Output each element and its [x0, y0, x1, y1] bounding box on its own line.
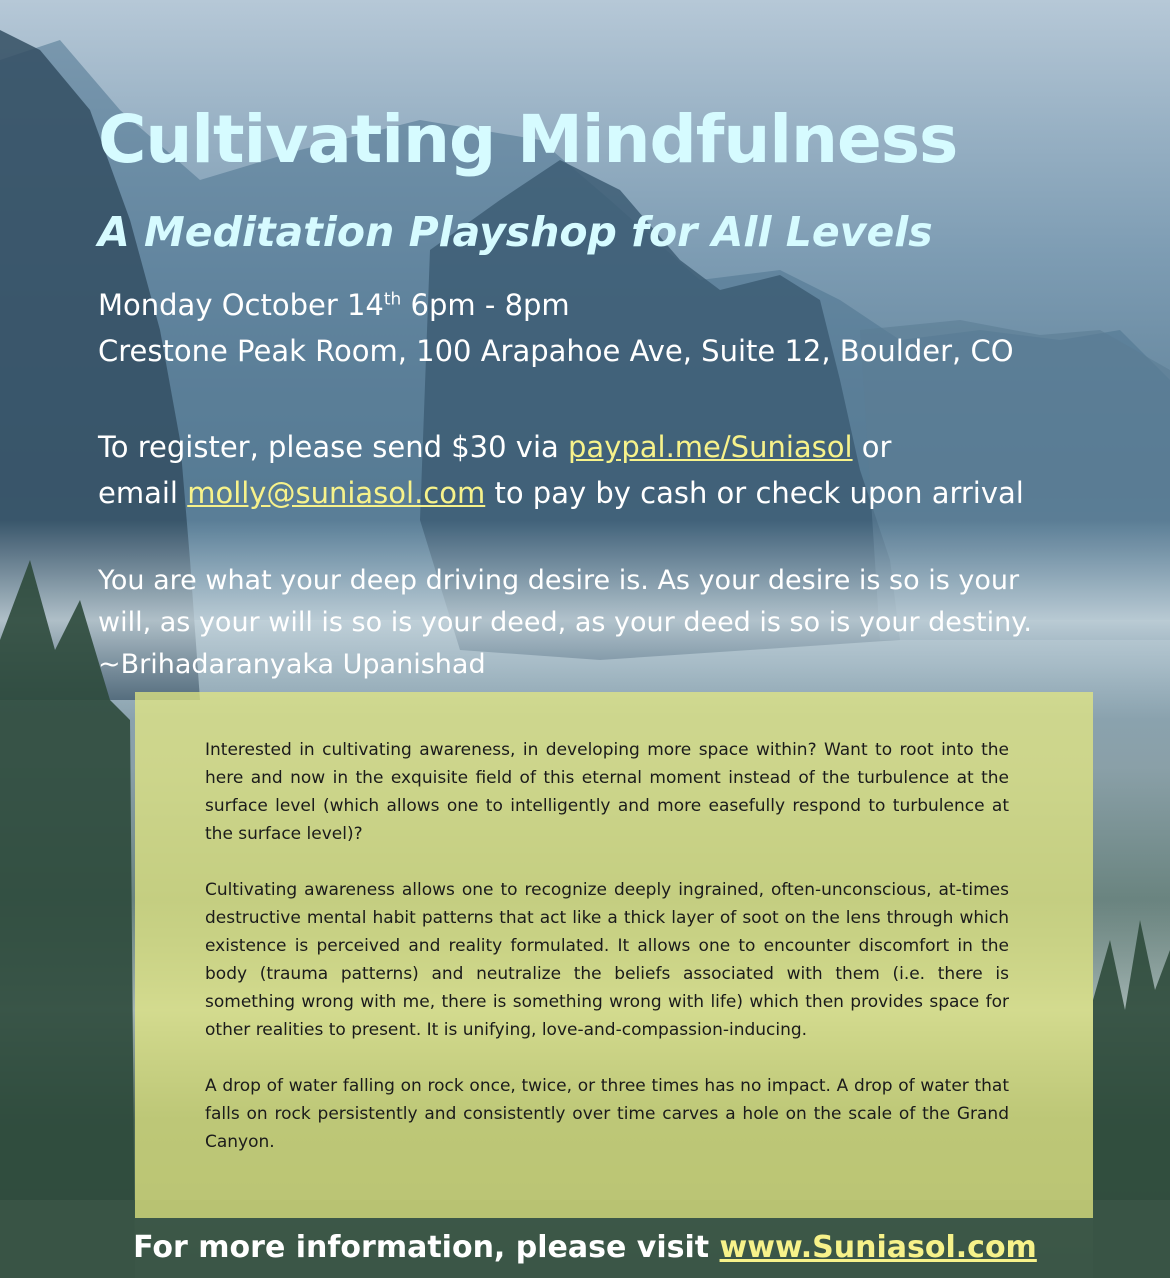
paypal-link[interactable]: paypal.me/Suniasol	[568, 430, 853, 464]
quote-attribution: ~Brihadaranyaka Upanishad	[98, 649, 486, 680]
website-link[interactable]: www.Suniasol.com	[719, 1230, 1037, 1265]
registration-text-1: To register, please send $30 via	[98, 430, 569, 464]
quote-line-2: will, as your will is so is your deed, as your deed is so is your destiny.	[98, 607, 1032, 638]
description-paragraph: Cultivating awareness allows one to recognize deeply ingrained, often-unconscious, at-times destructive mental habit patterns that act like a thick layer of soot on the lens through which existence is perceived and reality formulated. It allows one to encounter discomfort in the body (trauma patterns) and neutralize the beliefs associated with them (i.e. there is something wrong with me, there is something wrong with life) which then provides space for other realities to present. It is unifying, love-and-compassion-inducing.	[205, 880, 1009, 1040]
description-panel	[135, 692, 1093, 1218]
date-ordinal-suffix: th	[383, 289, 402, 310]
description-paragraph: Interested in cultivating awareness, in developing more space within? Want to root into the here and now in the exquisite field of this eternal moment instead of the turbulence at the surface level (which allows one to intelligently and more easefully respond to turbulence at the surface level)?	[205, 740, 1009, 844]
quote-line-1: You are what your deep driving desire is. As your desire is so is your	[98, 565, 1020, 596]
registration-text-4: to pay by cash or check upon arrival	[485, 476, 1024, 510]
event-date: Monday October 14	[98, 288, 384, 322]
event-details	[98, 282, 1014, 374]
registration-info	[98, 424, 1024, 516]
event-date-time	[98, 282, 1014, 328]
event-title: Cultivating Mindfulness	[98, 101, 958, 178]
event-subtitle: A Meditation Playshop for All Levels	[98, 208, 933, 256]
registration-text-3: email	[98, 476, 188, 510]
email-link[interactable]: molly@suniasol.com	[187, 476, 486, 510]
registration-line-1	[98, 424, 1024, 470]
upanishad-quote	[98, 560, 1128, 686]
registration-line-2	[98, 470, 1024, 516]
footer-text: For more information, please visit	[133, 1230, 720, 1265]
event-location: Crestone Peak Room, 100 Arapahoe Ave, Suite 12, Boulder, CO	[98, 334, 1014, 368]
description-text	[205, 736, 1009, 1156]
footer-more-info	[0, 1226, 1170, 1270]
description-paragraph: A drop of water falling on rock once, twice, or three times has no impact. A drop of water that falls on rock persistently and consistently over time carves a hole on the scale of the Grand Canyon.	[205, 1076, 1009, 1152]
registration-text-2: or	[852, 430, 892, 464]
event-time: 6pm - 8pm	[401, 288, 570, 322]
